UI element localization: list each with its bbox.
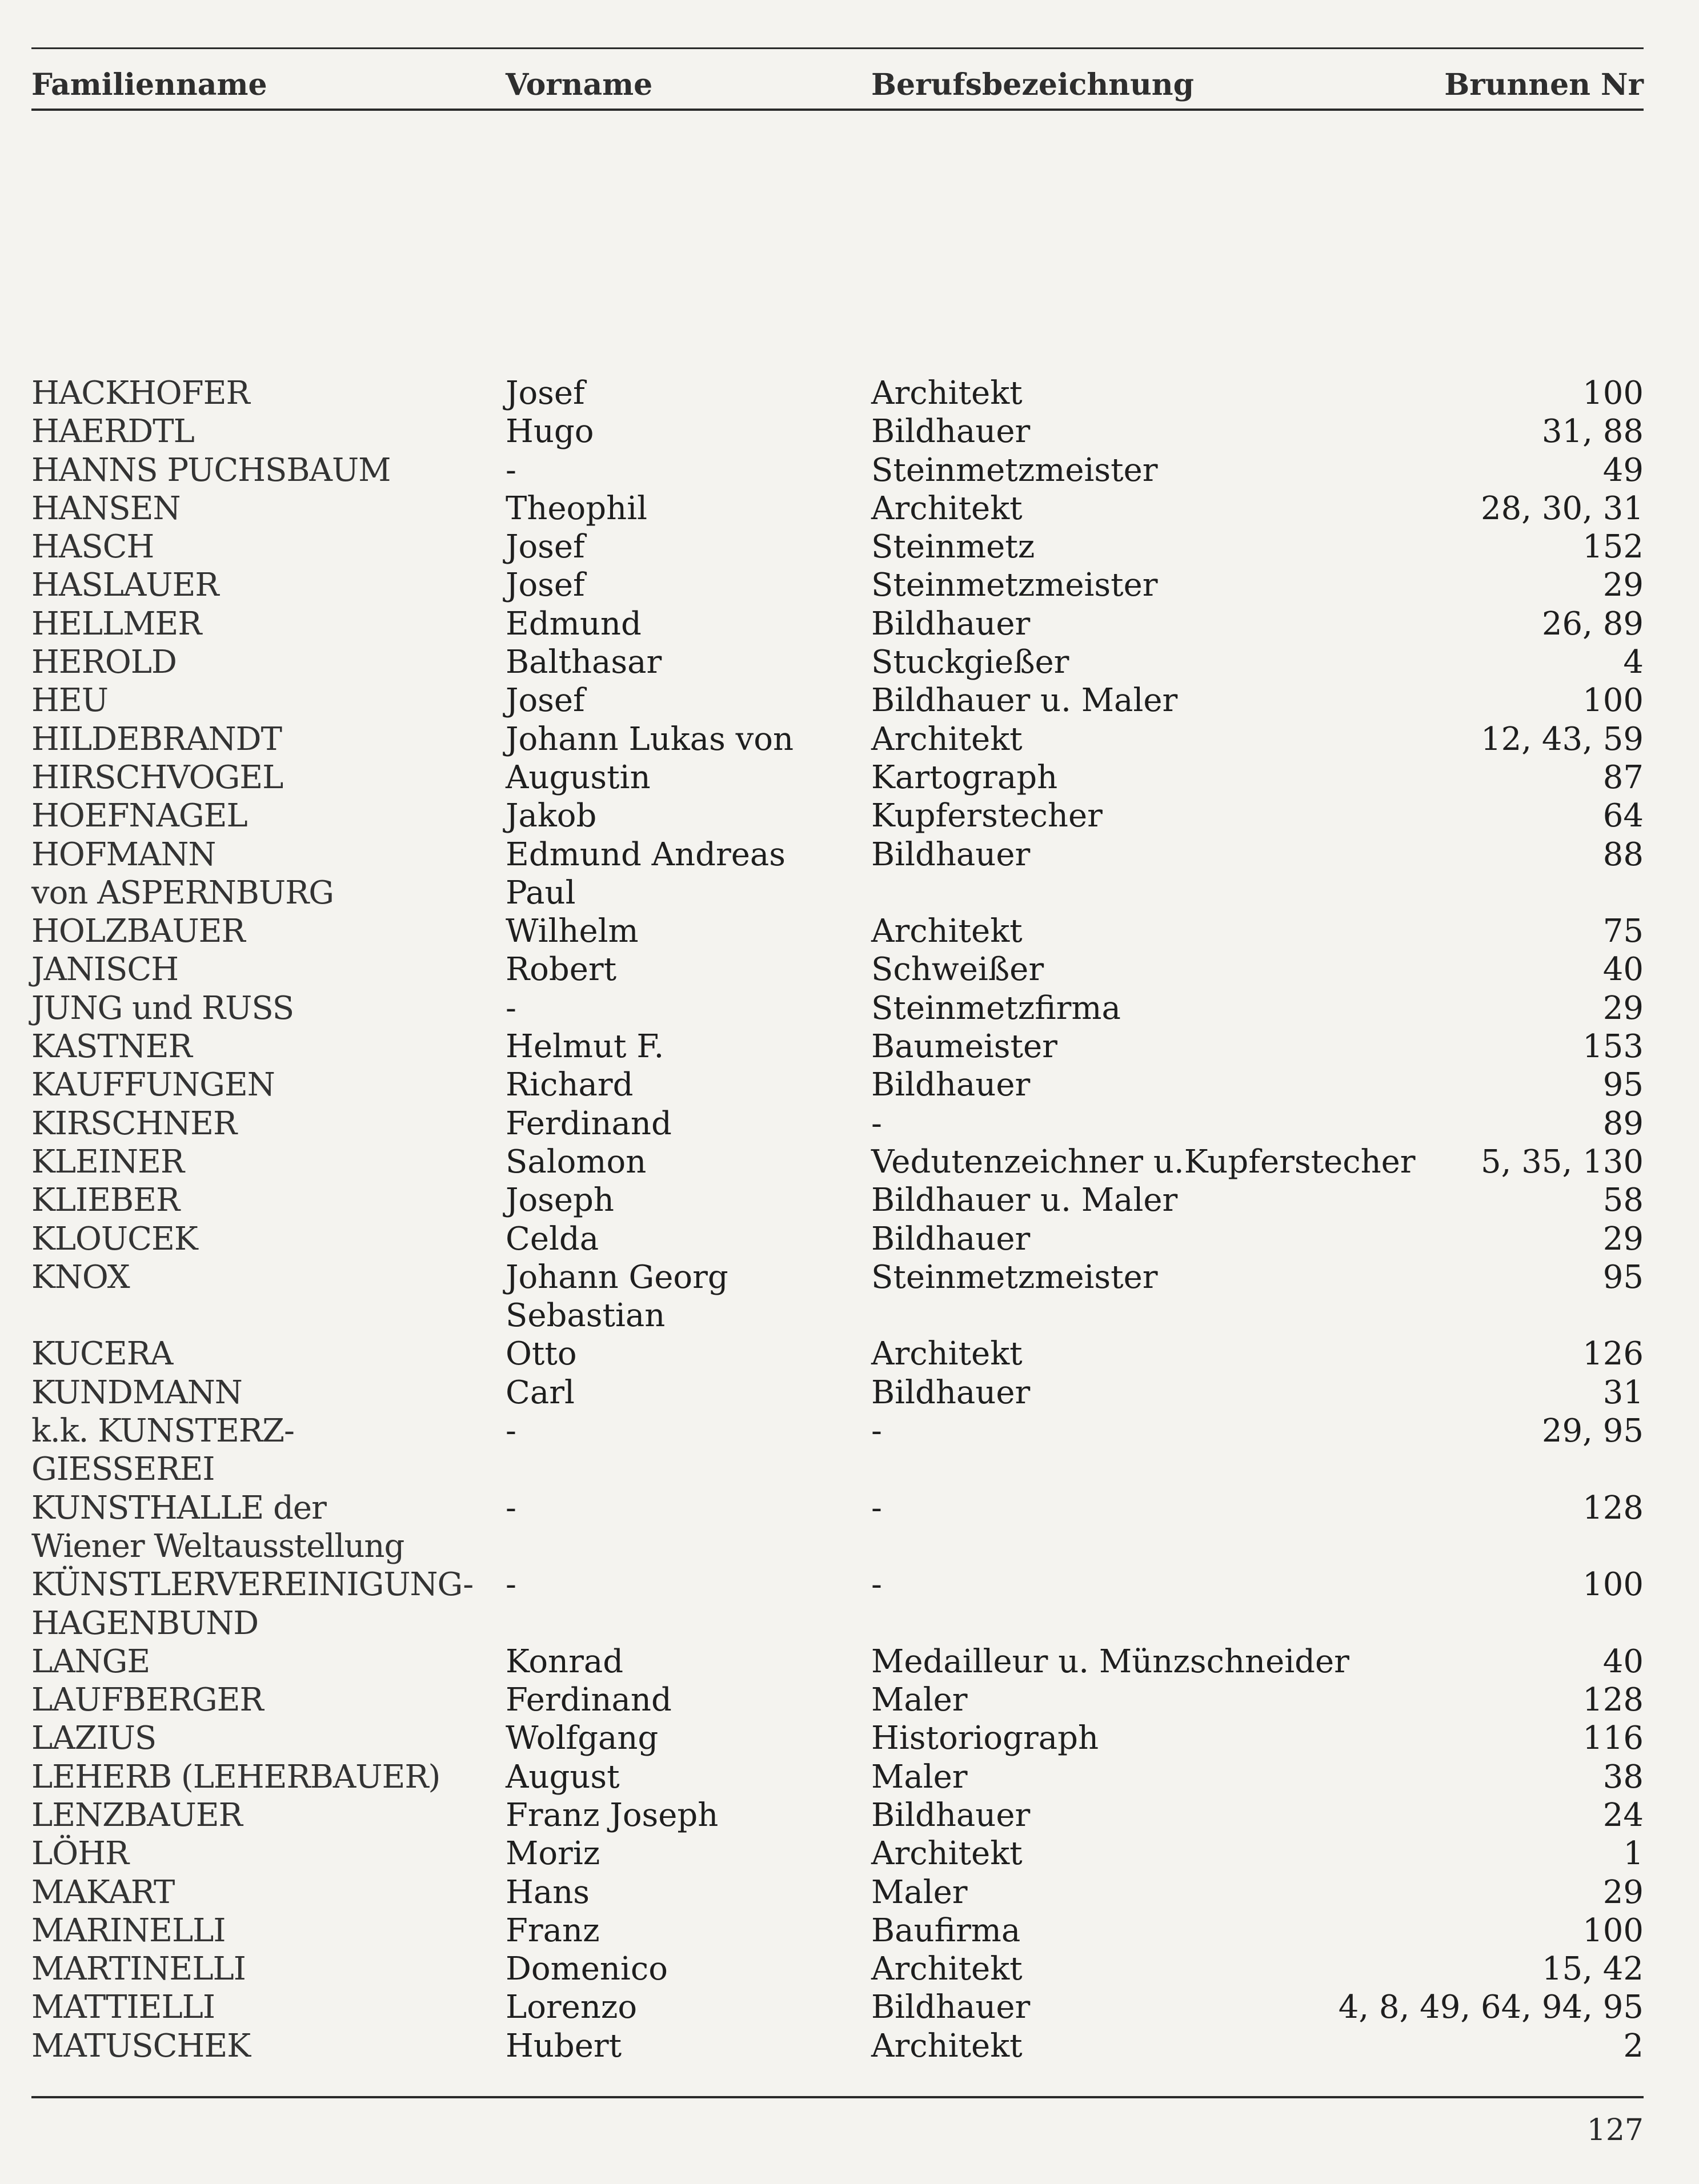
cell-berufsbezeichnung: Architekt [871, 913, 1023, 950]
table-row [0, 1105, 1699, 1143]
cell-familienname: HEU [31, 682, 108, 720]
cell-familienname: KÜNSTLERVEREINIGUNG- [31, 1566, 474, 1604]
cell-berufsbezeichnung: Stuckgießer [871, 644, 1069, 681]
cell-berufsbezeichnung: Kartograph [871, 758, 1058, 796]
table-row [0, 1450, 1699, 1488]
cell-vorname: - [506, 989, 516, 1027]
cell-brunnen-nr: 38 [1602, 1758, 1644, 1796]
table-row [0, 1796, 1699, 1834]
cell-brunnen-nr: 4, 8, 49, 64, 94, 95 [1338, 1989, 1644, 2026]
header-vorname: Vorname [506, 67, 653, 102]
cell-familienname: HOFMANN [31, 836, 216, 873]
cell-familienname: LEHERB (LEHERBAUER) [31, 1758, 440, 1796]
cell-vorname: Ferdinand [506, 1105, 672, 1142]
cell-berufsbezeichnung: Historiograph [871, 1720, 1099, 1757]
cell-vorname: Franz Joseph [506, 1796, 719, 1834]
cell-berufsbezeichnung: Steinmetzfirma [871, 989, 1121, 1027]
table-row [0, 1834, 1699, 1873]
cell-brunnen-nr: 75 [1602, 913, 1644, 950]
cell-brunnen-nr: 2 [1623, 2027, 1644, 2065]
cell-familienname: KUNSTHALLE der [31, 1489, 326, 1527]
cell-familienname: KUNDMANN [31, 1374, 242, 1411]
cell-vorname: Franz [506, 1912, 600, 1949]
cell-brunnen-nr: 24 [1602, 1796, 1644, 1834]
cell-vorname: Ferdinand [506, 1681, 672, 1719]
cell-familienname: HILDEBRANDT [31, 720, 282, 758]
cell-berufsbezeichnung: Steinmetzmeister [871, 451, 1158, 489]
table-row [0, 720, 1699, 758]
cell-brunnen-nr: 29 [1602, 989, 1644, 1027]
table-row [0, 528, 1699, 566]
table-body [0, 374, 1699, 2065]
cell-vorname: Edmund [506, 605, 642, 643]
cell-vorname: - [506, 1489, 516, 1527]
table-row [0, 566, 1699, 604]
cell-berufsbezeichnung: Bildhauer u. Maler [871, 1182, 1178, 1219]
cell-brunnen-nr: 31 [1602, 1374, 1644, 1411]
cell-brunnen-nr: 5, 35, 130 [1481, 1143, 1644, 1181]
cell-familienname: MATUSCHEK [31, 2027, 251, 2065]
cell-berufsbezeichnung: Bildhauer [871, 1066, 1031, 1104]
table-row [0, 1527, 1699, 1565]
cell-berufsbezeichnung: Bildhauer [871, 605, 1031, 643]
header-brunnen-nr: Brunnen Nr [1444, 67, 1644, 102]
table-row [0, 605, 1699, 643]
table-row [0, 1604, 1699, 1643]
cell-brunnen-nr: 87 [1602, 758, 1644, 796]
cell-vorname: Wolfgang [506, 1720, 659, 1757]
cell-berufsbezeichnung: Steinmetzmeister [871, 567, 1158, 604]
cell-brunnen-nr: 58 [1602, 1182, 1644, 1219]
table-row [0, 643, 1699, 681]
cell-familienname: LÖHR [31, 1835, 129, 1873]
cell-vorname: Domenico [506, 1950, 668, 1988]
cell-familienname: MARTINELLI [31, 1950, 246, 1988]
cell-brunnen-nr: 116 [1582, 1720, 1644, 1757]
cell-berufsbezeichnung: Medailleur u. Münzschneider [871, 1643, 1349, 1680]
table-row [0, 1374, 1699, 1412]
cell-familienname: JUNG und RUSS [31, 989, 294, 1027]
table-row [0, 1489, 1699, 1527]
cell-brunnen-nr: 26, 89 [1541, 605, 1644, 643]
table-row [0, 1412, 1699, 1450]
top-rule [31, 47, 1644, 49]
cell-berufsbezeichnung: - [871, 1489, 882, 1527]
table-row [0, 1643, 1699, 1681]
table-row [0, 950, 1699, 989]
cell-berufsbezeichnung: Steinmetzmeister [871, 1258, 1158, 1296]
cell-brunnen-nr: 28, 30, 31 [1481, 489, 1644, 527]
cell-vorname: Otto [506, 1335, 577, 1373]
cell-vorname: Josef [506, 682, 585, 720]
cell-vorname: Sebastian [506, 1297, 666, 1335]
cell-vorname: Richard [506, 1066, 634, 1104]
cell-familienname: KNOX [31, 1258, 130, 1296]
table-row [0, 1565, 1699, 1604]
table-row [0, 1181, 1699, 1219]
cell-familienname: JANISCH [31, 951, 179, 989]
cell-familienname: Wiener Weltausstellung [31, 1527, 404, 1565]
header-familienname: Familienname [31, 67, 267, 102]
cell-vorname: Johann Georg [506, 1258, 728, 1296]
cell-berufsbezeichnung: Bildhauer [871, 1374, 1031, 1411]
cell-familienname: LANGE [31, 1643, 150, 1680]
cell-berufsbezeichnung: - [871, 1105, 882, 1142]
table-row [0, 1950, 1699, 1988]
cell-berufsbezeichnung: Baumeister [871, 1028, 1057, 1066]
cell-brunnen-nr: 100 [1582, 682, 1644, 720]
page-number: 127 [1586, 2113, 1644, 2147]
cell-vorname: Wilhelm [506, 913, 639, 950]
table-row [0, 1296, 1699, 1335]
cell-vorname: Robert [506, 951, 617, 989]
cell-vorname: - [506, 451, 516, 489]
cell-familienname: HASLAUER [31, 567, 219, 604]
cell-vorname: - [506, 1566, 516, 1604]
cell-familienname: k.k. KUNSTERZ- [31, 1412, 294, 1450]
cell-vorname: August [506, 1758, 620, 1796]
cell-familienname: MARINELLI [31, 1912, 226, 1949]
table-row [0, 374, 1699, 412]
table-row [0, 836, 1699, 874]
cell-familienname: KUCERA [31, 1335, 173, 1373]
cell-vorname: Salomon [506, 1143, 647, 1181]
cell-brunnen-nr: 29 [1602, 1873, 1644, 1911]
cell-brunnen-nr: 100 [1582, 1912, 1644, 1949]
cell-berufsbezeichnung: - [871, 1566, 882, 1604]
cell-familienname: MATTIELLI [31, 1989, 215, 2026]
cell-familienname: KLEINER [31, 1143, 185, 1181]
cell-familienname: LAUFBERGER [31, 1681, 263, 1719]
cell-vorname: Edmund Andreas [506, 836, 786, 873]
cell-familienname: KASTNER [31, 1028, 192, 1066]
table-row [0, 1258, 1699, 1296]
table-row [0, 912, 1699, 950]
cell-brunnen-nr: 40 [1602, 1643, 1644, 1680]
cell-brunnen-nr: 64 [1602, 797, 1644, 835]
cell-berufsbezeichnung: Baufirma [871, 1912, 1021, 1949]
cell-familienname: MAKART [31, 1873, 175, 1911]
cell-familienname: LENZBAUER [31, 1796, 242, 1834]
cell-familienname: HELLMER [31, 605, 202, 643]
table-header [0, 67, 1699, 107]
cell-vorname: Josef [506, 567, 585, 604]
cell-berufsbezeichnung: Kupferstecher [871, 797, 1103, 835]
cell-vorname: Josef [506, 528, 585, 566]
table-row [0, 1912, 1699, 1950]
table-row [0, 1758, 1699, 1796]
cell-familienname: HOEFNAGEL [31, 797, 247, 835]
cell-familienname: HANSEN [31, 489, 181, 527]
cell-familienname: GIESSEREI [31, 1451, 215, 1488]
table-row [0, 874, 1699, 912]
cell-berufsbezeichnung: Bildhauer [871, 1220, 1031, 1258]
table-row [0, 1335, 1699, 1373]
table-row [0, 1143, 1699, 1181]
cell-berufsbezeichnung: Schweißer [871, 951, 1044, 989]
cell-berufsbezeichnung: Architekt [871, 1950, 1023, 1988]
cell-vorname: Hans [506, 1873, 590, 1911]
cell-berufsbezeichnung: Architekt [871, 2027, 1023, 2065]
cell-berufsbezeichnung: - [871, 1412, 882, 1450]
table-row [0, 1681, 1699, 1719]
cell-berufsbezeichnung: Architekt [871, 375, 1023, 412]
cell-berufsbezeichnung: Bildhauer [871, 836, 1031, 873]
cell-brunnen-nr: 89 [1602, 1105, 1644, 1142]
cell-berufsbezeichnung: Vedutenzeichner u.Kupferstecher [871, 1143, 1416, 1181]
table-row [0, 1066, 1699, 1104]
cell-brunnen-nr: 12, 43, 59 [1481, 720, 1644, 758]
cell-berufsbezeichnung: Bildhauer [871, 1796, 1031, 1834]
table-row [0, 451, 1699, 489]
cell-berufsbezeichnung: Maler [871, 1873, 968, 1911]
cell-brunnen-nr: 128 [1582, 1489, 1644, 1527]
cell-vorname: Konrad [506, 1643, 624, 1680]
cell-vorname: Augustin [506, 758, 651, 796]
cell-familienname: HAGENBUND [31, 1604, 259, 1642]
cell-berufsbezeichnung: Architekt [871, 1835, 1023, 1873]
cell-familienname: HEROLD [31, 644, 177, 681]
table-row [0, 989, 1699, 1027]
cell-familienname: HIRSCHVOGEL [31, 758, 283, 796]
cell-vorname: Balthasar [506, 644, 662, 681]
cell-brunnen-nr: 153 [1582, 1028, 1644, 1066]
cell-brunnen-nr: 100 [1582, 375, 1644, 412]
cell-brunnen-nr: 95 [1602, 1066, 1644, 1104]
cell-vorname: Paul [506, 874, 576, 912]
cell-brunnen-nr: 88 [1602, 836, 1644, 873]
cell-familienname: HAERDTL [31, 413, 194, 451]
cell-brunnen-nr: 4 [1623, 644, 1644, 681]
cell-familienname: KAUFFUNGEN [31, 1066, 275, 1104]
cell-familienname: HASCH [31, 528, 154, 566]
table-row [0, 681, 1699, 720]
cell-berufsbezeichnung: Maler [871, 1681, 968, 1719]
table-row [0, 758, 1699, 797]
cell-brunnen-nr: 29 [1602, 1220, 1644, 1258]
cell-brunnen-nr: 29, 95 [1541, 1412, 1644, 1450]
cell-brunnen-nr: 1 [1623, 1835, 1644, 1873]
table-row [0, 1873, 1699, 1912]
cell-berufsbezeichnung: Bildhauer u. Maler [871, 682, 1178, 720]
cell-familienname: KIRSCHNER [31, 1105, 237, 1142]
table-row [0, 797, 1699, 835]
cell-brunnen-nr: 40 [1602, 951, 1644, 989]
cell-vorname: Celda [506, 1220, 599, 1258]
table-row [0, 1719, 1699, 1757]
cell-vorname: Josef [506, 375, 585, 412]
header-rule [31, 109, 1644, 111]
cell-berufsbezeichnung: Architekt [871, 720, 1023, 758]
cell-brunnen-nr: 126 [1582, 1335, 1644, 1373]
cell-brunnen-nr: 29 [1602, 567, 1644, 604]
cell-familienname: HOLZBAUER [31, 913, 245, 950]
table-row [0, 1027, 1699, 1066]
table-row [0, 1988, 1699, 2026]
cell-vorname: Joseph [506, 1182, 614, 1219]
cell-vorname: Lorenzo [506, 1989, 638, 2026]
cell-brunnen-nr: 15, 42 [1541, 1950, 1644, 1988]
cell-berufsbezeichnung: Architekt [871, 1335, 1023, 1373]
cell-familienname: HACKHOFER [31, 375, 250, 412]
cell-berufsbezeichnung: Maler [871, 1758, 968, 1796]
cell-berufsbezeichnung: Bildhauer [871, 1989, 1031, 2026]
table-row [0, 2027, 1699, 2065]
cell-familienname: HANNS PUCHSBAUM [31, 451, 391, 489]
cell-berufsbezeichnung: Architekt [871, 489, 1023, 527]
cell-brunnen-nr: 95 [1602, 1258, 1644, 1296]
table-row [0, 489, 1699, 528]
cell-vorname: Theophil [506, 489, 648, 527]
cell-berufsbezeichnung: Bildhauer [871, 413, 1031, 451]
cell-familienname: KLIEBER [31, 1182, 180, 1219]
cell-familienname: KLOUCEK [31, 1220, 198, 1258]
cell-vorname: Jakob [506, 797, 597, 835]
cell-brunnen-nr: 100 [1582, 1566, 1644, 1604]
cell-brunnen-nr: 49 [1602, 451, 1644, 489]
cell-familienname: LAZIUS [31, 1720, 157, 1757]
cell-berufsbezeichnung: Steinmetz [871, 528, 1035, 566]
cell-brunnen-nr: 31, 88 [1541, 413, 1644, 451]
bottom-rule [31, 2096, 1644, 2098]
cell-vorname: Hugo [506, 413, 594, 451]
table-row [0, 1220, 1699, 1258]
cell-familienname: von ASPERNBURG [31, 874, 334, 912]
header-berufsbezeichnung: Berufsbezeichnung [871, 67, 1194, 102]
cell-vorname: Hubert [506, 2027, 622, 2065]
cell-vorname: Helmut F. [506, 1028, 664, 1066]
cell-vorname: Carl [506, 1374, 575, 1411]
cell-vorname: Johann Lukas von [506, 720, 794, 758]
cell-brunnen-nr: 128 [1582, 1681, 1644, 1719]
cell-vorname: - [506, 1412, 516, 1450]
table-row [0, 412, 1699, 451]
cell-vorname: Moriz [506, 1835, 600, 1873]
cell-brunnen-nr: 152 [1582, 528, 1644, 566]
